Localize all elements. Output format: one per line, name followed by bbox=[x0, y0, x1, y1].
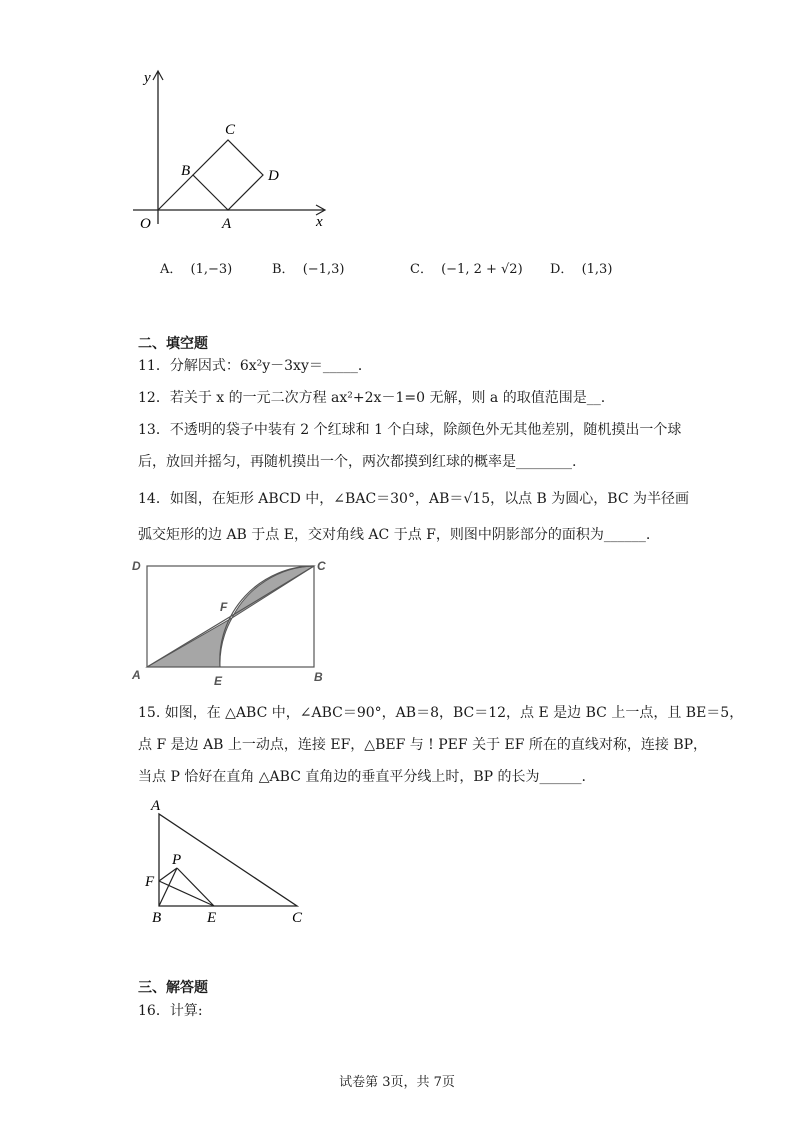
question-13-line-1: 13．不透明的袋子中装有 2 个红球和 1 个白球，除颜色外无其他差别，随机摸出一个球 bbox=[138, 422, 682, 438]
segment-PE bbox=[177, 868, 214, 906]
label-A: A bbox=[222, 216, 232, 232]
option-b[interactable] bbox=[272, 258, 344, 277]
label-F: F bbox=[145, 874, 155, 890]
option-d-letter: D． bbox=[550, 262, 574, 277]
label-A: A bbox=[151, 798, 161, 814]
option-c[interactable] bbox=[410, 258, 523, 277]
label-x: x bbox=[316, 214, 323, 230]
figure-rectangle-arc bbox=[128, 555, 338, 690]
question-14-line-2: 弧交矩形的边 AB 于点 E，交对角线 AC 于点 F，则图中阴影部分的面积为______. bbox=[138, 527, 651, 543]
option-c-value: (−1, 2 + √2) bbox=[441, 262, 523, 277]
label-y: y bbox=[144, 70, 151, 86]
label-B: B bbox=[314, 670, 323, 684]
segment-FE bbox=[159, 881, 214, 906]
figure-right-triangle bbox=[140, 796, 315, 926]
label-A: A bbox=[132, 668, 141, 682]
segment-OB bbox=[158, 175, 193, 210]
option-b-letter: B． bbox=[272, 262, 295, 277]
square-ABCD bbox=[193, 140, 263, 210]
option-d-value: (1,3) bbox=[581, 262, 613, 277]
question-15-line-2: 点 F 是边 AB 上一动点，连接 EF，△BEF 与 ! PEF 关于 EF 所在的直线对称，连接 BP， bbox=[138, 737, 708, 753]
option-a-letter: A． bbox=[160, 262, 183, 277]
section-title-solve: 三、解答题 bbox=[138, 980, 208, 996]
question-15-line-1: 15. 如图，在 △ABC 中，∠ABC＝90°，AB＝8，BC＝12，点 E 是边 BC 上一点，且 BE＝5， bbox=[138, 705, 744, 721]
question-11: 11．分解因式：6x²y－3xy＝_____． bbox=[138, 358, 372, 374]
question-13-line-2: 后，放回并摇匀，再随机摸出一个，两次都摸到红球的概率是________. bbox=[138, 454, 577, 470]
label-D: D bbox=[132, 559, 141, 573]
option-a[interactable] bbox=[160, 258, 232, 277]
option-c-letter: C． bbox=[410, 262, 433, 277]
page-footer: 试卷第 3页，共 7页 bbox=[339, 1075, 455, 1090]
question-14-line-1: 14．如图，在矩形 ABCD 中，∠BAC＝30°，AB＝√15，以点 B 为圆心，BC 为半径画 bbox=[138, 491, 689, 507]
segment-BP bbox=[159, 868, 177, 906]
option-a-value: (1,−3) bbox=[190, 262, 233, 277]
label-C: C bbox=[292, 910, 303, 926]
label-E: E bbox=[207, 910, 217, 926]
label-D: D bbox=[268, 168, 279, 184]
label-C: C bbox=[317, 559, 326, 573]
label-O: O bbox=[140, 216, 151, 232]
section-title-fill-in: 二、填空题 bbox=[138, 336, 208, 352]
label-P: P bbox=[172, 852, 182, 868]
label-B: B bbox=[152, 910, 162, 926]
label-C: C bbox=[225, 122, 236, 138]
option-d[interactable] bbox=[550, 258, 612, 277]
label-E: E bbox=[214, 674, 223, 688]
question-15-line-3: 当点 P 恰好在直角 △ABC 直角边的垂直平分线上时，BP 的长为______. bbox=[138, 769, 586, 785]
question-12: 12．若关于 x 的一元二次方程 ax²+2x－1=0 无解，则 a 的取值范围是__. bbox=[138, 390, 606, 406]
figure-coordinate-square bbox=[128, 62, 338, 234]
label-F: F bbox=[220, 600, 228, 614]
question-16: 16．计算: bbox=[138, 1003, 203, 1019]
label-B: B bbox=[181, 163, 191, 179]
option-b-value: (−1,3) bbox=[302, 262, 345, 277]
